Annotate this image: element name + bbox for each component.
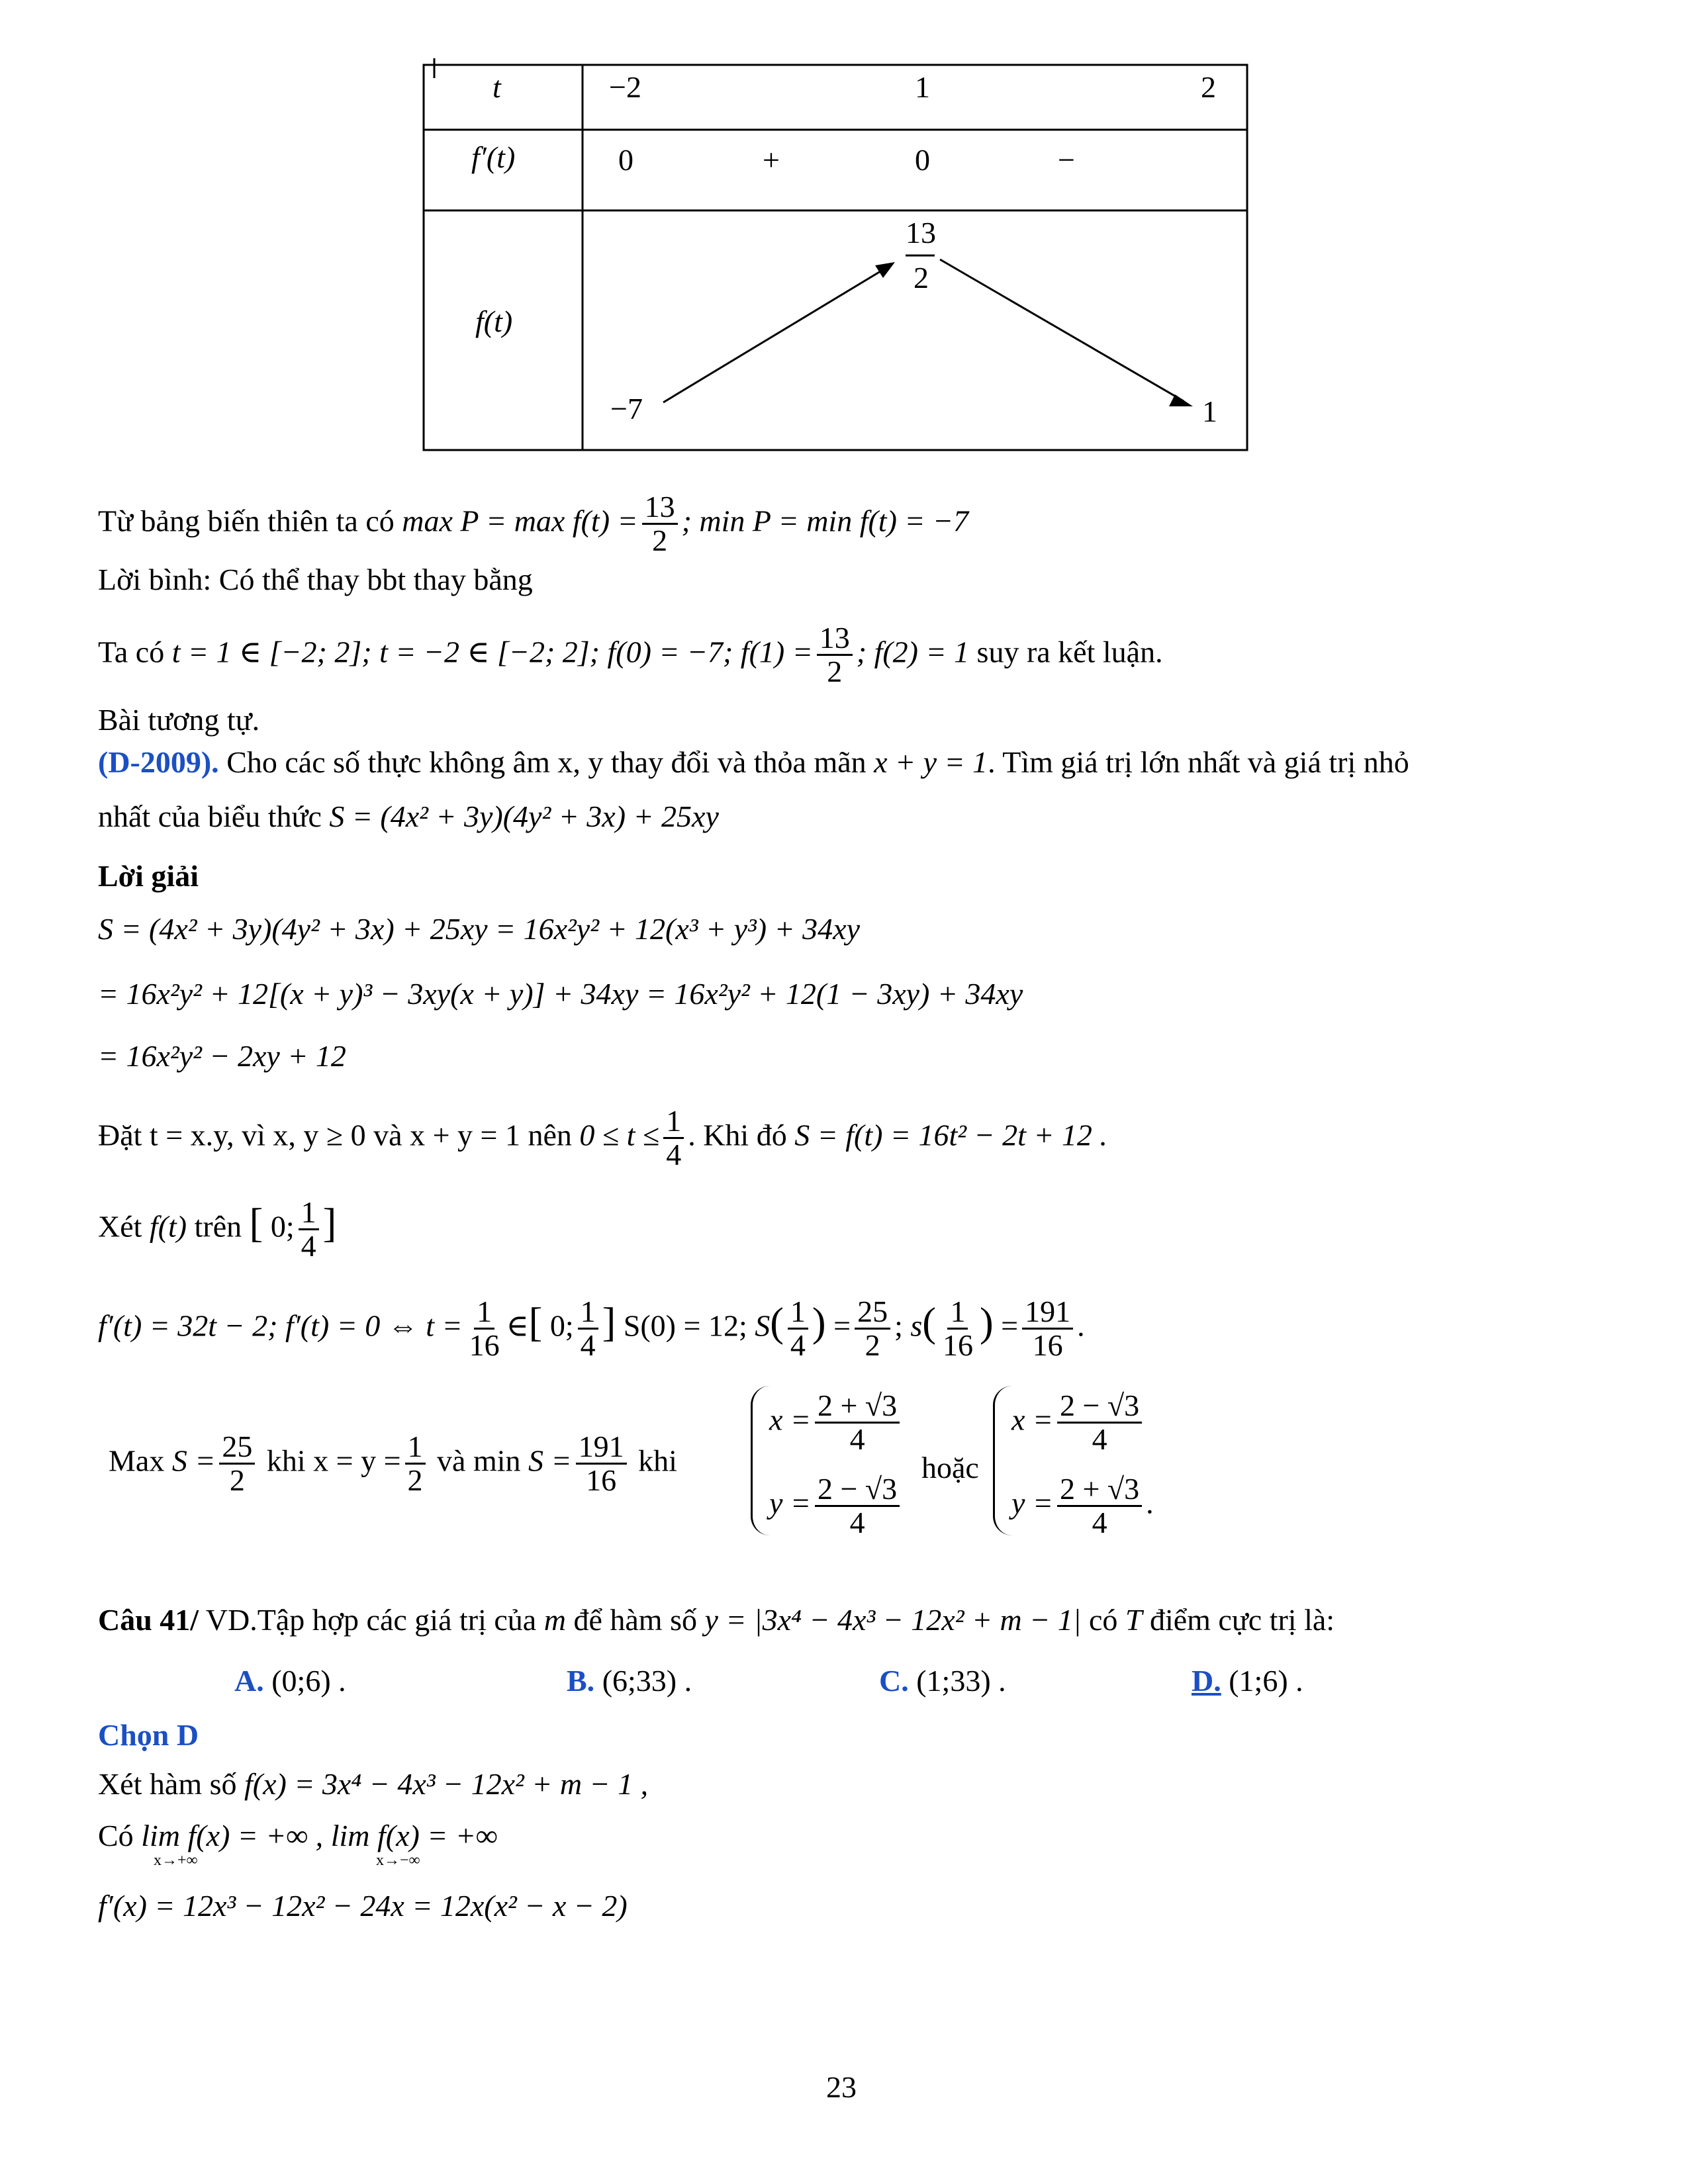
sys1-y-den: 4 bbox=[849, 1506, 865, 1540]
dat-t-num: 1 bbox=[663, 1105, 684, 1139]
option-d-label: D. bbox=[1192, 1664, 1221, 1698]
dat-t-line bbox=[98, 1105, 1107, 1171]
conclusion-max: max P = max f(t) = bbox=[402, 504, 638, 538]
max-s: S = bbox=[171, 1443, 216, 1478]
option-d[interactable] bbox=[1192, 1662, 1303, 1700]
s-16-den: 16 bbox=[1032, 1328, 1063, 1363]
dat-t-end: . Khi đó bbox=[688, 1118, 787, 1152]
increasing-arrow bbox=[663, 267, 887, 402]
bbt-t-label: t bbox=[492, 70, 501, 104]
bbt-t-val-1: −2 bbox=[609, 70, 641, 104]
lim2-sub: x→−∞ bbox=[376, 1852, 420, 1869]
option-c[interactable] bbox=[879, 1662, 1006, 1700]
s0: S(0) = 12; bbox=[623, 1308, 747, 1343]
cau41-tag: Câu 41/ bbox=[98, 1603, 199, 1637]
cau41-text4: điểm cực trị là: bbox=[1149, 1603, 1335, 1637]
cau41-line bbox=[98, 1602, 1335, 1639]
system2-brace bbox=[993, 1386, 1012, 1535]
option-b-label: B. bbox=[567, 1664, 595, 1698]
max-label: Max bbox=[109, 1443, 165, 1478]
d2009-expr: S = (4x² + 3y)(4y² + 3x) + 25xy bbox=[329, 799, 719, 833]
s-quarter-den: 2 bbox=[865, 1328, 880, 1363]
bbt-f-label: f(t) bbox=[475, 304, 513, 338]
deriv-num: 1 bbox=[474, 1296, 494, 1330]
eq1: S = (4x² + 3y)(4y² + 3x) + 25xy = 16x²y² + 12(x³ + y³) + 34xy bbox=[98, 912, 860, 946]
hoac: hoặc bbox=[921, 1451, 979, 1484]
xet-ham: Xét hàm số bbox=[98, 1767, 237, 1801]
ta-co-tail: suy ra kết luận. bbox=[976, 635, 1163, 669]
bbt-t-val-2: 1 bbox=[915, 70, 930, 104]
option-d-value: (1;6) . bbox=[1229, 1664, 1303, 1698]
min-s: S = bbox=[528, 1443, 572, 1478]
sys2-x-den: 4 bbox=[1092, 1422, 1107, 1457]
option-b-value: (6;33) . bbox=[602, 1664, 692, 1698]
option-c-label: C. bbox=[879, 1664, 909, 1698]
option-a[interactable] bbox=[234, 1662, 346, 1700]
option-b[interactable] bbox=[567, 1662, 692, 1700]
cau41-text2: để hàm số bbox=[573, 1603, 697, 1637]
dat-t-den: 4 bbox=[666, 1138, 682, 1172]
sys1-y: y = bbox=[769, 1486, 811, 1520]
option-a-label: A. bbox=[234, 1664, 264, 1698]
half-den: 2 bbox=[407, 1463, 423, 1498]
dat-t-s: S = f(t) = 16t² − 2t + 12 . bbox=[794, 1118, 1107, 1152]
xet-ham-line bbox=[98, 1766, 648, 1803]
loi-giai: Lời giải bbox=[98, 859, 199, 893]
variation-table bbox=[0, 0, 1688, 477]
s-quarter-num: 25 bbox=[855, 1296, 890, 1330]
xet-f: f(t) bbox=[149, 1209, 187, 1244]
deriv2: f′(x) = 12x³ − 12x² − 24x = 12x(x² − x − 2) bbox=[98, 1889, 628, 1923]
ta-co: Ta có bbox=[98, 635, 165, 669]
cau41-fn: y = |3x⁴ − 4x³ − 12x² + m − 1| bbox=[704, 1603, 1082, 1637]
d2009-tag: (D-2009). bbox=[98, 745, 219, 779]
d2009-line bbox=[98, 744, 1409, 781]
ta-co-den: 2 bbox=[827, 655, 843, 689]
bbt-fprime-label: f′(t) bbox=[471, 140, 516, 174]
d2009-cond: x + y = 1 bbox=[874, 745, 988, 779]
bbt-f-start: −7 bbox=[610, 392, 643, 426]
ta-co-math: t = 1 ∈ [−2; 2]; t = −2 ∈ [−2; 2]; f(0) = −7; f(1) = bbox=[171, 635, 813, 669]
page-number: 23 bbox=[826, 2070, 857, 2104]
system1-y bbox=[769, 1473, 904, 1539]
sys2-x: x = bbox=[1011, 1402, 1053, 1437]
sys2-y: y = bbox=[1011, 1486, 1053, 1520]
max-num: 25 bbox=[219, 1431, 255, 1465]
xet: Xét bbox=[98, 1209, 142, 1244]
decreasing-arrow bbox=[940, 259, 1184, 401]
cau41-text3: có bbox=[1088, 1603, 1118, 1637]
bbt-fp-val-1: 0 bbox=[618, 143, 633, 177]
bbt-t-val-3: 2 bbox=[1201, 70, 1216, 104]
min-num: 191 bbox=[576, 1431, 627, 1465]
sys1-x-num: 2 + √3 bbox=[815, 1390, 900, 1424]
d2009-text2: . Tìm giá trị lớn nhất và giá trị nhỏ bbox=[988, 745, 1409, 779]
lim1-sub: x→+∞ bbox=[154, 1852, 198, 1869]
lim-line bbox=[98, 1817, 498, 1854]
d2009-line2-text: nhất của biểu thức bbox=[98, 799, 322, 833]
s-16-num: 191 bbox=[1022, 1296, 1073, 1330]
lim2: lim f(x) = +∞ bbox=[330, 1819, 498, 1852]
system1-x bbox=[769, 1390, 904, 1456]
min-den: 16 bbox=[586, 1463, 617, 1498]
bbt-fp-val-3: 0 bbox=[915, 143, 930, 177]
d2009-line2 bbox=[98, 798, 719, 835]
bbt-f-peak-den: 2 bbox=[914, 261, 929, 295]
bbt-fp-val-4: − bbox=[1058, 143, 1075, 177]
sys2-y-den: 4 bbox=[1092, 1506, 1107, 1540]
eq2: = 16x²y² + 12[(x + y)³ − 3xy(x + y)] + 34xy = 16x²y² + 12(1 − 3xy) + 34xy bbox=[98, 977, 1023, 1011]
sys1-x: x = bbox=[769, 1402, 811, 1437]
sys1-y-num: 2 − √3 bbox=[815, 1473, 900, 1507]
conclusion-line bbox=[98, 491, 968, 557]
chon-d: Chọn D bbox=[98, 1718, 199, 1752]
conclusion-frac-den: 2 bbox=[652, 523, 668, 558]
conclusion-text: Từ bảng biến thiên ta có bbox=[98, 504, 395, 538]
deriv-line: f′(t) = 32t − 2; f′(t) = 0 ⇔ t = $\frac{1}{16}$ ∈[ 0; $\frac{1}{4}$ ] S(0) = 12; S( $\frac{1}{4}$ ) = $\frac{25}{2}$ ; s( $\frac{1}{16}$ ) = $\frac{191}{16}$ . bbox=[98, 1295, 1085, 1363]
eq3: = 16x²y² − 2xy + 12 bbox=[98, 1039, 346, 1073]
co: Có bbox=[98, 1819, 134, 1852]
cau41-text: VD.Tập hợp các giá trị của bbox=[205, 1603, 537, 1637]
lim1: lim f(x) = +∞ , bbox=[141, 1819, 324, 1852]
d2009-text: Cho các số thực không âm x, y thay đổi và thỏa mãn bbox=[226, 745, 867, 779]
bai-tuong-tu: Bài tương tự. bbox=[98, 703, 260, 737]
sys2-x-num: 2 − √3 bbox=[1057, 1390, 1142, 1424]
ta-co-end: ; f(2) = 1 bbox=[856, 635, 970, 669]
system1-brace bbox=[751, 1386, 770, 1535]
xet-ham-expr: f(x) = 3x⁴ − 4x³ − 12x² + m − 1 , bbox=[244, 1767, 649, 1801]
sys2-y-num: 2 + √3 bbox=[1057, 1473, 1142, 1507]
bbt-f-end: 1 bbox=[1202, 394, 1217, 428]
loi-binh: Lời bình: Có thể thay bbt thay bằng bbox=[98, 563, 533, 596]
system2-x bbox=[1011, 1390, 1146, 1456]
xet-line: Xét f(t) trên [ 0; $\frac{1}{4}$ ] bbox=[98, 1195, 337, 1263]
ta-co-num: 13 bbox=[817, 622, 853, 656]
bbt-fp-val-2: + bbox=[763, 143, 780, 177]
conclusion-frac-num: 13 bbox=[642, 491, 678, 525]
cau41-m: m bbox=[543, 1603, 566, 1637]
max-min-line bbox=[109, 1431, 677, 1497]
khi: khi bbox=[638, 1443, 677, 1478]
cau41-t: T bbox=[1125, 1603, 1143, 1637]
bbt-f-peak-num: 13 bbox=[906, 216, 936, 250]
va-min: và min bbox=[437, 1443, 521, 1478]
ta-co-line bbox=[98, 622, 1163, 688]
khi-xy: khi x = y = bbox=[266, 1443, 401, 1478]
deriv-den: 16 bbox=[469, 1328, 500, 1363]
system2-y: y = $\frac{2 + √3}{4}$ . bbox=[1011, 1472, 1154, 1540]
sys1-x-den: 4 bbox=[849, 1422, 865, 1457]
xet-tren: trên bbox=[194, 1209, 242, 1244]
half-num: 1 bbox=[405, 1431, 426, 1465]
deriv: f′(t) = 32t − 2; f′(t) = 0 ⇔ t = bbox=[98, 1308, 463, 1343]
option-c-value: (1;33) . bbox=[916, 1664, 1006, 1698]
option-a-value: (0;6) . bbox=[271, 1664, 346, 1698]
conclusion-min: ; min P = min f(t) = −7 bbox=[681, 504, 968, 538]
dat-t-range: 0 ≤ t ≤ bbox=[579, 1118, 660, 1152]
max-den: 2 bbox=[229, 1463, 245, 1498]
dat-t: Đặt t = x.y, vì x, y ≥ 0 và x + y = 1 nên bbox=[98, 1118, 572, 1152]
